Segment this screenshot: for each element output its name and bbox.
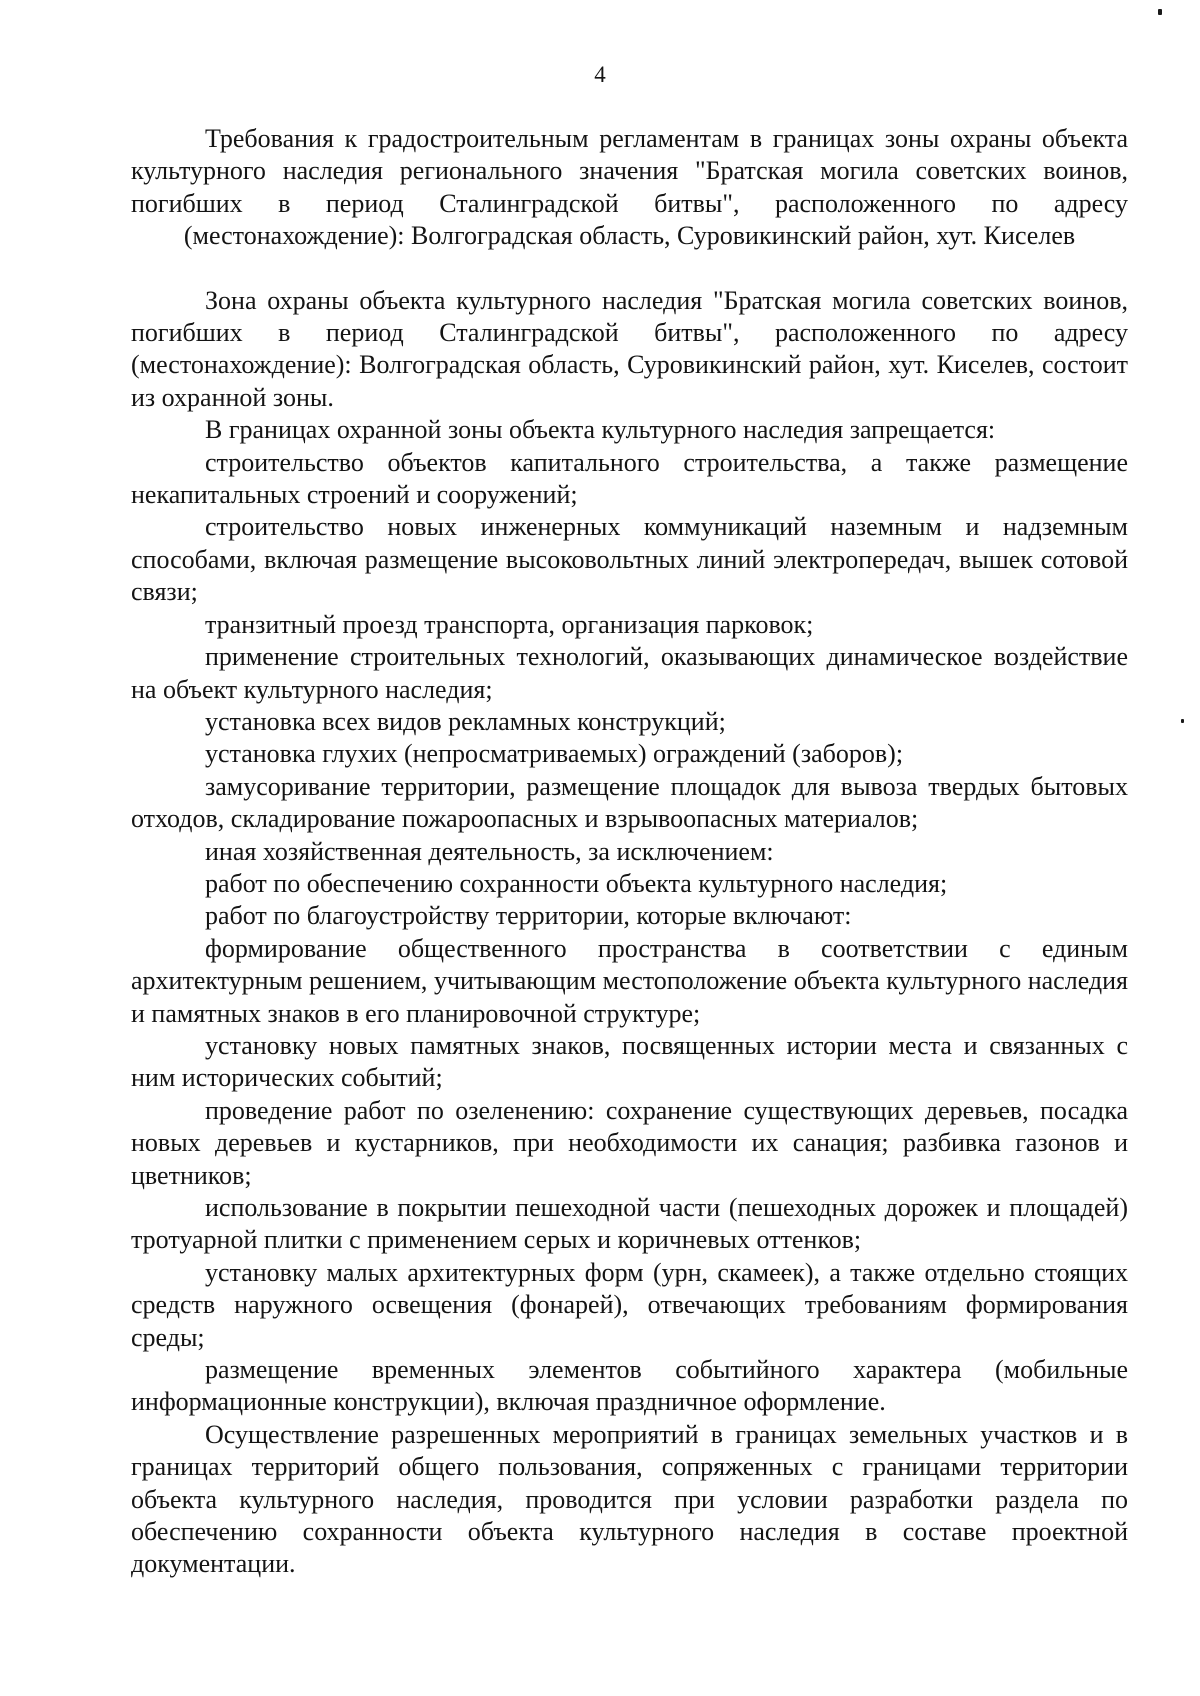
paragraph-waste: замусоривание территории, размещение площадок для вывоза твердых бытовых отходов, складирование пожароопасных и взрывоопасных материалов; [131, 771, 1128, 834]
paragraph-temporary-elements: размещение временных элементов событийного характера (мобильные информационные конструкции), включая праздничное оформление. [131, 1355, 1128, 1417]
paragraph-preservation-works: работ по обеспечению сохранности объекта культурного наследия; [205, 868, 948, 898]
paragraph-permitted-measures: Осуществление разрешенных мероприятий в границах земельных участков и в границах территорий общего пользования, сопряженных с границами территории объекта культурного наследия, проводится при условии разработки раздела по обеспечению сохранности объекта культурного наследия в составе проектной документации. [131, 1419, 1128, 1579]
paragraph-other-activity: иная хозяйственная деятельность, за исключением: [205, 836, 774, 866]
paragraph-transit-parking: транзитный проезд транспорта, организация парковок; [205, 609, 814, 639]
paragraph-fences: установка глухих (непросматриваемых) ограждений (заборов); [205, 739, 904, 769]
paragraph-memorial-signs: установку новых памятных знаков, посвященных истории места и связанных с ним исторических событий; [131, 1030, 1128, 1093]
paragraph-greening: проведение работ по озеленению: сохранение существующих деревьев, посадка новых деревьев и кустарников, при необходимости их санация; разбивка газонов и цветников; [131, 1095, 1128, 1190]
document-heading: Требования к градостроительным регламентам в границах зоны охраны объекта культурного наследия регионального значения "Братская могила советских воинов, погибших в период Сталинградской битвы", расположенного по адресу (местонахождение): Волгоградская область, Суровикинский район, хут. Киселев [131, 124, 1128, 251]
paragraph-capital-construction: строительство объектов капитального строительства, а также размещение некапитальных строений и сооружений; [131, 447, 1128, 510]
paragraph-advertising: установка всех видов рекламных конструкций; [205, 706, 726, 736]
paragraph-public-space: формирование общественного пространства в соответствии с единым архитектурным решением, учитывающим местоположение объекта культурного наследия и памятных знаков в его планировочной структуре; [131, 933, 1128, 1028]
paragraph-dynamic-technologies: применение строительных технологий, оказывающих динамическое воздействие на объект культурного наследия; [131, 642, 1128, 704]
page-number: 4 [594, 62, 606, 87]
document-body [131, 123, 1128, 1581]
scan-speck-top-right [1158, 9, 1162, 15]
paragraph-zone-composition: Зона охраны объекта культурного наследия "Братская могила советских воинов, погибших в период Сталинградской битвы", расположенного по адресу (местонахождение): Волгоградская область, Суровикинский район, хут. Киселев, состоит из охранной зоны. [131, 285, 1128, 412]
paragraph-engineering-networks: строительство новых инженерных коммуникаций наземным и надземным способами, включая размещение высоковольтных линий электропередач, вышек сотовой связи; [131, 512, 1128, 607]
paragraph-landscaping-intro: работ по благоустройству территории, которые включают: [205, 901, 852, 931]
paragraph-paving: использование в покрытии пешеходной части (пешеходных дорожек и площадей) тротуарной плитки с применением серых и коричневых оттенков; [131, 1193, 1128, 1255]
paragraph-small-forms: установку малых архитектурных форм (урн, скамеек), а также отдельно стоящих средств наружного освещения (фонарей), отвечающих требованиям формирования среды; [131, 1257, 1128, 1352]
heading-spacer [131, 253, 1128, 285]
paragraph-prohibited-intro: В границах охранной зоны объекта культурного наследия запрещается: [205, 415, 996, 445]
scan-speck-right-edge [1181, 719, 1184, 723]
